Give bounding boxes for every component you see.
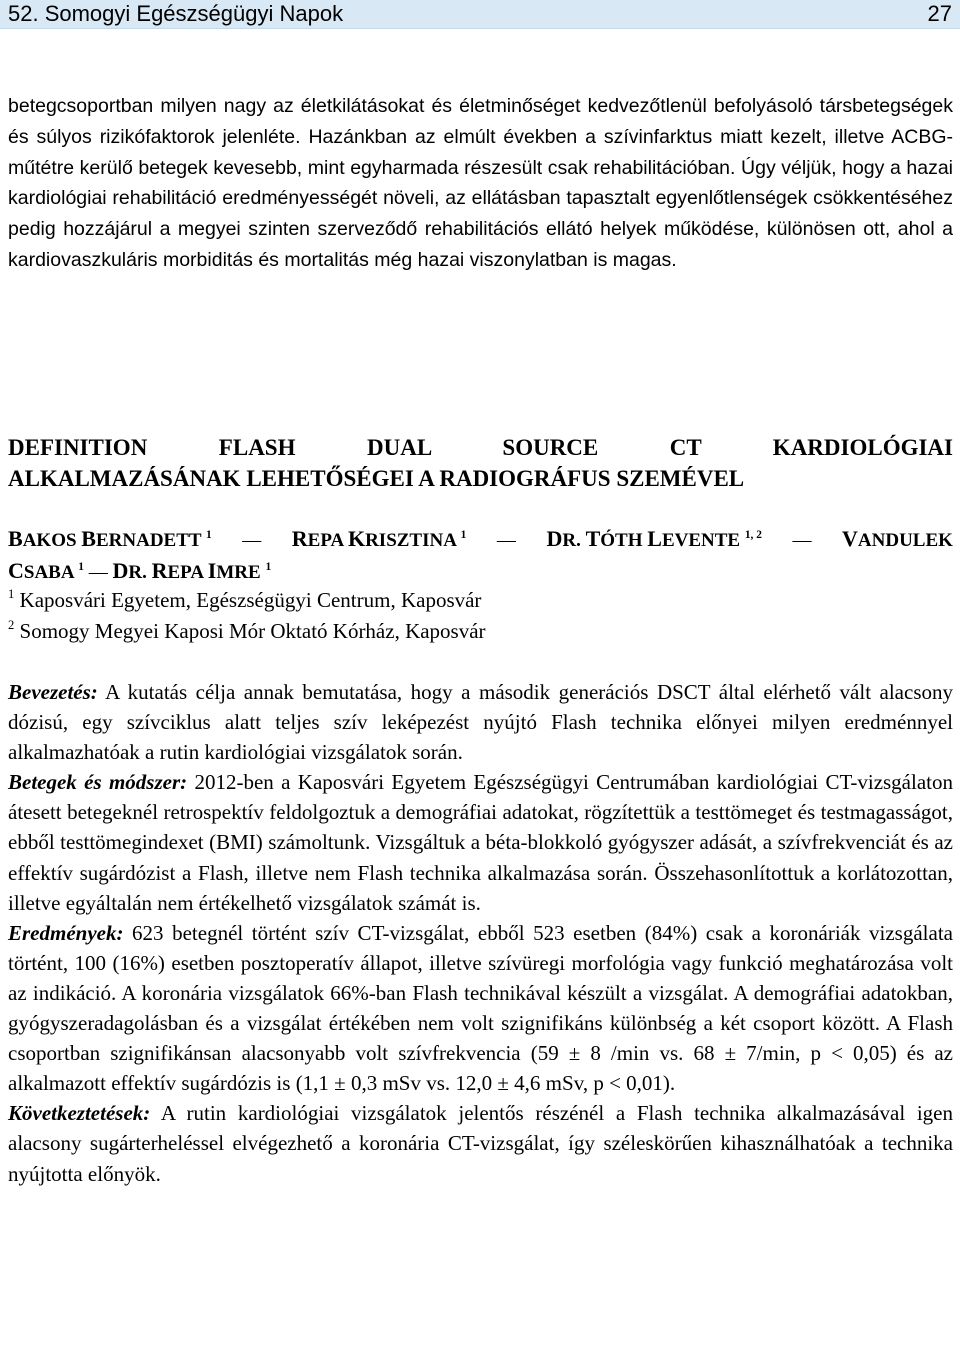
author-separator: — [88, 562, 108, 583]
page-header [0, 0, 960, 29]
page-number: 27 [927, 1, 952, 26]
intro-paragraph: betegcsoportban milyen nagy az életkilátásokat és életminőséget kedvezőtlenül befolyásoló társbetegségek és súlyos rizikófaktorok jelenléte. Hazánkban az elmúlt években a szívinfarktus miatt kezelt, illetve ACBG-műtétre kerülő betegek kevesebb, mint egyharmada részesült csak rehabilitációban. Úgy véljük, hogy a hazai kardiológiai rehabilitáció eredményességét növeli, az ellátásban tapasztalt egyenlőtlenségek csökkentéséhez pedig hozzájárul a megyei szinten szerveződő rehabilitációs ellátó helyek működése, különösen ott, ahol a kardiovaszkuláris morbiditás és mortalitás még hazai viszonylatban is magas. [8, 95, 953, 271]
author-bakos-bernadett: BAKOS BERNADETT $^1$ [8, 526, 212, 551]
author-list [8, 524, 953, 588]
abstract-conclusions: Következtetések: A rutin kardiológiai vizsgálatok jelentős részénél a Flash technika alkalmazásával igen alacsony sugárterheléssel elvégezhető a koronária CT-vizsgálat, így széleskörűen kihasználhatóak a technika nyújtotta előnyök. [8, 1101, 953, 1186]
author-repa-krisztina: REPA KRISZTINA $^1$ [291, 526, 467, 551]
abstract-results: Eredmények: 623 betegnél történt szív CT-vizsgálat, ebből 523 esetben (84%) csak a koronáriák vizsgálata történt, 100 (16%) esetben posztoperatív állapot, illetve szívüregi morfológia vagy funkció meghatározása volt az indikáció. A koronária vizsgálatok 66%-ban Flash technikával készült a vizsgálat. A demográfiai adatokban, gyógyszeradagolásban és a vizsgálat értékében nem volt szignifikáns különbség a két csoport között. A Flash csoportban szignifikánsan alacsonyabb volt szívfrekvencia (59 ± 8 /min vs. 68 ± 7/min, p < 0,05) és az alkalmazott effektív sugárdózis is (1,1 ± 0,3 mSv vs. 12,0 ± 4,6 mSv, p < 0,01). [8, 920, 953, 1096]
author-row-1 [8, 524, 953, 556]
section-label: Következtetések: [8, 1101, 151, 1126]
article-title [8, 432, 953, 494]
author-separator: — [792, 530, 812, 551]
publication-title: 52. Somogyi Egészségügyi Napok [8, 1, 344, 26]
affiliation-list [8, 585, 486, 647]
abstract [8, 677, 953, 1189]
author-vandulek-csaba: CSABA $^1$ [8, 558, 84, 583]
author-separator: — [242, 530, 262, 551]
author-vandulek-first: VANDULEK [842, 526, 953, 551]
section-label: Betegek és módszer: [8, 770, 188, 795]
section-label: Eredmények: [8, 920, 124, 945]
affiliation-item: $^1$ Kaposvári Egyetem, Egészségügyi Centrum, Kaposvár [8, 587, 482, 612]
section-label: Bevezetés: [8, 680, 98, 704]
abstract-introduction: Bevezetés: A kutatás célja annak bemutatása, hogy a második generációs DSCT által elérhető vált alacsony dózisú, egy szívciklus alatt teljes szív leképezést nyújtó Flash technika előnyei milyen eredménnyel alkalmazhatóak a rutin kardiológiai vizsgálatok során. [8, 680, 953, 765]
author-toth-levente: DR. TÓTH LEVENTE $^{1, 2}$ [546, 526, 762, 551]
abstract-methods: Betegek és módszer: 2012-ben a Kaposvári Egyetem Egészségügyi Centrumában kardiológiai CT-vizsgálaton átesett betegeknél retrospektív feldolgoztuk a demográfiai adatokat, rögzítettük a testtömeget és testmagasságot, ebből testtömegindexet (BMI) számoltunk. Vizsgáltuk a béta-blokkoló gyógyszer adását, a szívfrekvenciát és az effektív sugárdózist a Flash, illetve nem Flash technika alkalmazása során. Összehasonlítottuk a korlátozottan, illetve egyáltalán nem értékelhető vizsgálatok számát is. [8, 770, 953, 915]
affiliation-item: $^2$ Somogy Megyei Kaposi Mór Oktató Kórház, Kaposvár [8, 618, 486, 643]
author-row-2 [8, 556, 953, 588]
author-separator: — [496, 530, 516, 551]
title-line-2: ALKALMAZÁSÁNAK LEHETŐSÉGEI A RADIOGRÁFUS SZEMÉVEL [8, 466, 745, 491]
title-line-1: DEFINITION FLASH DUAL SOURCE CT KARDIOLÓGIAI [8, 435, 953, 460]
author-repa-imre: DR. REPA IMRE $^1$ [112, 558, 272, 583]
